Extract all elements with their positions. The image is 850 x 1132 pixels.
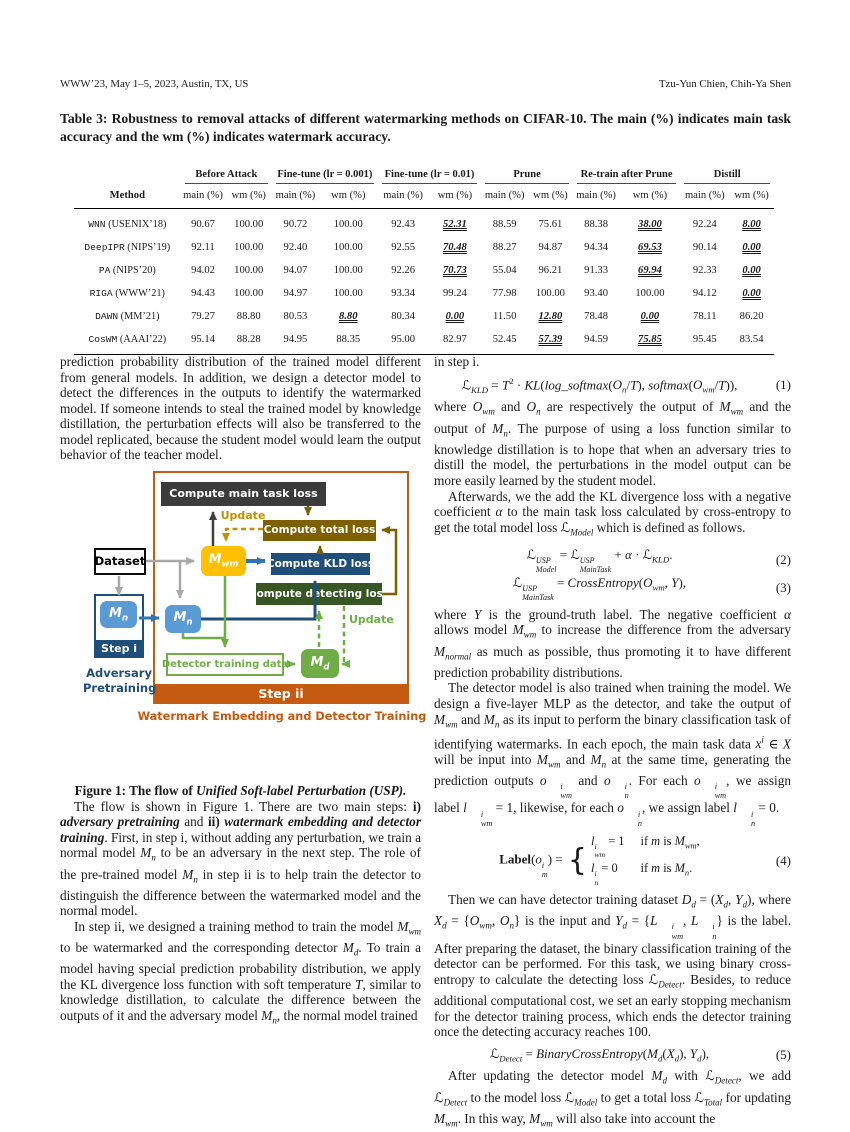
value-cell: 38.00 — [638, 219, 662, 230]
value-cell: 100.00 — [635, 288, 665, 299]
corner-cell — [74, 166, 181, 184]
value-cell: 94.02 — [191, 265, 215, 276]
watermark-embedding-label: Watermark Embedding and Detector Training — [137, 709, 427, 723]
value-cell: 8.80 — [338, 311, 358, 322]
value-cell: 90.72 — [283, 219, 308, 230]
value-cell: 94.07 — [283, 265, 308, 276]
value-cell: 92.24 — [692, 219, 717, 230]
value-cell: 94.12 — [692, 288, 717, 299]
group-header-cell: Fine-tune (lr = 0.01) — [378, 166, 482, 184]
value-cell: 52.31 — [442, 219, 467, 230]
value-cell: 55.04 — [492, 265, 517, 276]
value-cell: 88.35 — [319, 328, 378, 355]
sub-header-row — [74, 184, 774, 209]
value-cell: 92.26 — [391, 265, 416, 276]
compute-main-task-loss-box: Compute main task loss — [161, 482, 326, 506]
right-column — [434, 354, 791, 1132]
value-cell: 82.97 — [429, 328, 482, 355]
table-row — [74, 259, 774, 282]
equation-4: Label(o i m ) = { l i wm = 1 if m is $M_{wm}$, l i n = 0 if m is $M_n$. (4) — [499, 834, 791, 887]
sub-header-cell: main (%) — [684, 190, 725, 201]
equation-2: ℒ USP Model = ℒ USP MainTask + α · ℒ$_{KLD}$. (2) — [526, 546, 791, 574]
value-cell: 100.00 — [535, 288, 565, 299]
value-cell: 8.00 — [742, 219, 761, 230]
table-row — [74, 282, 774, 305]
value-cell: 91.33 — [584, 265, 609, 276]
value-cell: 88.38 — [584, 219, 609, 230]
value-cell: 0.00 — [742, 288, 761, 299]
group-header-cell: Distill — [680, 166, 774, 184]
value-cell: 78.11 — [693, 311, 717, 322]
group-header-row — [74, 166, 774, 184]
value-cell: 11.50 — [492, 311, 517, 322]
sub-header-cell: wm (%) — [632, 190, 668, 201]
value-cell: 88.59 — [492, 219, 517, 230]
update-total-label: Update — [220, 508, 266, 522]
paragraph: The flow is shown in Figure 1. There are two main steps: i) adversary pretraining and ii) watermark embedding and detector training. First, in step i, without adding any perturbation, we train a normal model $M_n$ to be an adversary in the next step. The role of the pre-trained model $M_n$ in step ii is to help train the detector to distinguish the difference between the watermarked model and the normal model. — [60, 798, 421, 919]
method-cell: DeepIPR (NIPS’19) — [84, 242, 171, 253]
model-wm-node: $M_{wm}$ — [201, 546, 246, 576]
value-cell: 0.00 — [640, 311, 660, 322]
group-header-cell: Prune — [481, 166, 572, 184]
value-cell: 70.48 — [442, 242, 467, 253]
value-cell: 0.00 — [742, 242, 761, 253]
method-cell: WNN (USENIX’18) — [88, 219, 167, 230]
table-row — [74, 236, 774, 259]
value-cell: 88.27 — [492, 242, 517, 253]
value-cell: 94.34 — [584, 242, 609, 253]
value-cell: 77.98 — [492, 288, 517, 299]
method-header: Method — [109, 190, 145, 201]
value-cell: 86.20 — [739, 311, 764, 322]
value-cell: 83.54 — [729, 328, 774, 355]
sub-header-cell: main (%) — [383, 190, 423, 201]
sub-header-cell: wm (%) — [231, 190, 266, 201]
compute-detecting-loss-box: Compute detecting loss — [256, 583, 382, 605]
value-cell: 96.21 — [538, 265, 563, 276]
value-cell: 100.00 — [234, 219, 264, 230]
figure-caption: Figure 1: The flow of Unified Soft-label Perturbation (USP). — [74, 782, 407, 798]
value-cell: 75.85 — [619, 328, 680, 355]
value-cell: 0.00 — [445, 311, 465, 322]
sub-header-cell: wm (%) — [533, 190, 568, 201]
paragraph: where $O_{wm}$ and $O_n$ are respectively the output of $M_{wm}$ and the output of $M_n$. The purpose of using a loss function similar to knowledge distillation is to hope that when an adversary tries to distill the model, the perturbations in the model output can be more easily learned by the student model. — [434, 399, 792, 488]
group-header-cell: Re-train after Prune — [573, 166, 681, 184]
value-cell: 12.80 — [538, 311, 563, 322]
value-cell: 75.61 — [538, 219, 563, 230]
compute-kld-loss-box: Compute KLD loss — [271, 553, 370, 575]
method-cell: RIGA (WWW’21) — [89, 288, 165, 299]
value-cell: 92.43 — [391, 219, 416, 230]
authors: Tzu-Yun Chien, Chih-Ya Shen — [658, 78, 791, 90]
sub-header-cell: main (%) — [484, 190, 525, 201]
value-cell: 70.73 — [442, 265, 467, 276]
paragraph: After updating the detector model $M_d$ with ℒ$_{Detect}$, we add ℒ$_{Detect}$ to the model loss ℒ$_{Model}$ to get a total loss ℒ$_{Total}$ for updating $M_{wm}$. In this way, $M_{wm}$ will also take into account the — [434, 1068, 792, 1129]
paragraph: In step ii, we designed a training method to train the model $M_{wm}$ to be watermarked and the corresponding detector $M_d$. To train a model having special prediction probability distribution, we apply the KL divergence loss function with soft temperature T, similar to knowledge distillation, to calculate the difference between the outputs of it and the adversary model $M_n$, the normal model trained — [60, 918, 421, 1026]
paragraph: Afterwards, we the add the KL divergence loss with a negative coefficient α to the main task loss calculated by cross-entropy to get the total model loss ℒ$_{Model}$ which is defined as follows. — [434, 488, 791, 538]
equation-number: (3) — [775, 580, 791, 596]
value-cell: 69.53 — [638, 242, 662, 253]
compute-total-loss-box: Compute total loss — [263, 520, 376, 541]
value-cell: 100.00 — [333, 219, 363, 230]
value-cell: 90.67 — [191, 219, 215, 230]
sub-header-cell: wm (%) — [734, 190, 769, 201]
value-cell: 100.00 — [234, 265, 264, 276]
value-cell: 80.34 — [391, 311, 416, 322]
results-table — [74, 166, 774, 355]
method-cell: DAWN (MM’21) — [95, 311, 160, 322]
value-cell: 92.11 — [191, 242, 215, 253]
equation-number: (5) — [775, 1046, 791, 1062]
value-cell: 94.87 — [538, 242, 563, 253]
value-cell: 100.00 — [333, 288, 363, 299]
value-cell: 69.94 — [638, 265, 662, 276]
table-caption: Table 3: Robustness to removal attacks of different watermarking methods on CIFAR-10. The main (%) indicates main task accuracy and the wm (%) indicates watermark accuracy. — [60, 111, 791, 144]
value-cell: 92.40 — [283, 242, 308, 253]
group-header-cell: Before Attack — [181, 166, 272, 184]
sub-header-cell: wm (%) — [437, 190, 473, 201]
dataset-box: Dataset — [94, 548, 146, 575]
value-cell: 52.45 — [481, 328, 528, 355]
value-cell: 100.00 — [333, 265, 363, 276]
value-cell: 95.00 — [378, 328, 429, 355]
equation-number: (1) — [775, 377, 791, 392]
value-cell: 99.24 — [442, 288, 467, 299]
value-cell: 88.80 — [236, 311, 261, 322]
value-cell: 100.00 — [234, 242, 264, 253]
table-body — [74, 209, 774, 355]
equation-1: ℒ$_{KLD}$ = $T^2$ · $KL(\log\_softmax(O_n/T)$, $softmax(O_{wm}/T)$), (1) — [461, 375, 791, 395]
sub-header-cell: main (%) — [183, 190, 223, 201]
value-cell: 0.00 — [742, 265, 761, 276]
value-cell: 94.95 — [272, 328, 319, 355]
value-cell: 100.00 — [234, 288, 264, 299]
paragraph: The detector model is also trained when training the model. We design a five-layer MLP as the detector, and take the output of $M_{wm}$ and $M_n$ as its input to perform the binary classification task of identifying watermarks. In each epoch, the main task data $x^i$ ∈ X will be input into $M_{wm}$ and $M_n$ at the same time, generating the prediction outputs o i wm and o i n . For each o i wm , we assign label l i wm = 1, likewise, for each o i n , we assign label l i n = 0. — [434, 680, 791, 828]
step-ii-bar: Step ii — [153, 684, 409, 704]
value-cell: 100.00 — [333, 242, 363, 253]
table-row — [74, 209, 774, 237]
adversary-pretraining-label: Adversary Pretraining — [83, 665, 157, 695]
paragraph: Then we can have detector training dataset $D_d = (X_d$, $Y_d$), where $X_d = \{O_{wm}$, $O_n$} is the input and $Y_d = \{L$ i wm , L i n } is the label. After preparing the dataset, the binary classification training of the detector can be performed. For this task, we using binary cross-entropy to calculate the detecting loss ℒ$_{Detect}$. Besides, to reduce additional computational cost, we set an early stopping mechanism for the detector training process, which ends the detector training once the detecting accuracy reaches 100. — [434, 892, 792, 1040]
value-cell: 92.33 — [692, 265, 717, 276]
value-cell: 80.53 — [283, 311, 308, 322]
value-cell: 94.43 — [191, 288, 215, 299]
group-header-cell: Fine-tune (lr = 0.001) — [272, 166, 378, 184]
running-header — [60, 78, 791, 90]
value-cell: 93.34 — [391, 288, 416, 299]
value-cell: 94.59 — [573, 328, 620, 355]
value-cell: 93.40 — [584, 288, 609, 299]
equation-number: (2) — [775, 552, 791, 568]
value-cell: 79.27 — [191, 311, 215, 322]
equation-3: ℒ USP MainTask = $CrossEntropy(O_{wm}$, Y), (3) — [512, 574, 791, 602]
equation-5: ℒ$_{Detect}$ = $BinaryCrossEntropy(M_d(X_d)$, $Y_d$), (5) — [489, 1045, 791, 1064]
update-detector-label: Update — [349, 612, 394, 626]
sub-header-cell: main (%) — [275, 190, 316, 201]
value-cell: 92.55 — [391, 242, 416, 253]
model-n-pretrain-node: $M_n$ — [100, 601, 137, 628]
paragraph: in step i. — [434, 354, 480, 369]
value-cell: 78.48 — [584, 311, 609, 322]
table-row — [74, 305, 774, 328]
conference-info: WWW’23, May 1–5, 2023, Austin, TX, US — [60, 78, 249, 90]
paragraph: where Y is the ground-truth label. The negative coefficient α allows model $M_{wm}$ to increase the difference from the adversary $M_{normal}$ as much as possible, thus promoting it to have different prediction probability distributions. — [434, 606, 791, 680]
value-cell: 88.28 — [225, 328, 272, 355]
value-cell: 95.45 — [680, 328, 729, 355]
paragraph: prediction probability distribution of the trained model different from general models. In addition, we design a detector model to detect the differences in the outputs to identify the watermarked model. If someone intends to steal the trained model by knowledge distillation, the perturbation effects will also be transferred to the model replicated, because the student model would learn the output behavior of the teacher model. — [60, 354, 421, 463]
value-cell: 95.14 — [181, 328, 226, 355]
value-cell: 57.39 — [528, 328, 573, 355]
sub-header-cell: main (%) — [576, 190, 616, 201]
model-n-node: $M_n$ — [165, 605, 201, 633]
figure-1 — [83, 471, 427, 727]
table-head — [74, 166, 774, 209]
step-i-bar: Step i — [94, 640, 144, 658]
table-row — [74, 328, 774, 355]
sub-header-cell: wm (%) — [331, 190, 366, 201]
left-column — [60, 354, 427, 1029]
detector-training-data-box: Detector training data — [166, 653, 284, 676]
value-cell: 90.14 — [692, 242, 717, 253]
method-cell: PA (NIPS’20) — [98, 265, 156, 276]
model-d-node: $M_d$ — [301, 649, 339, 678]
method-cell: CosWM (AAAI’22) — [74, 328, 181, 355]
equation-number: (4) — [775, 852, 791, 868]
value-cell: 94.97 — [283, 288, 308, 299]
